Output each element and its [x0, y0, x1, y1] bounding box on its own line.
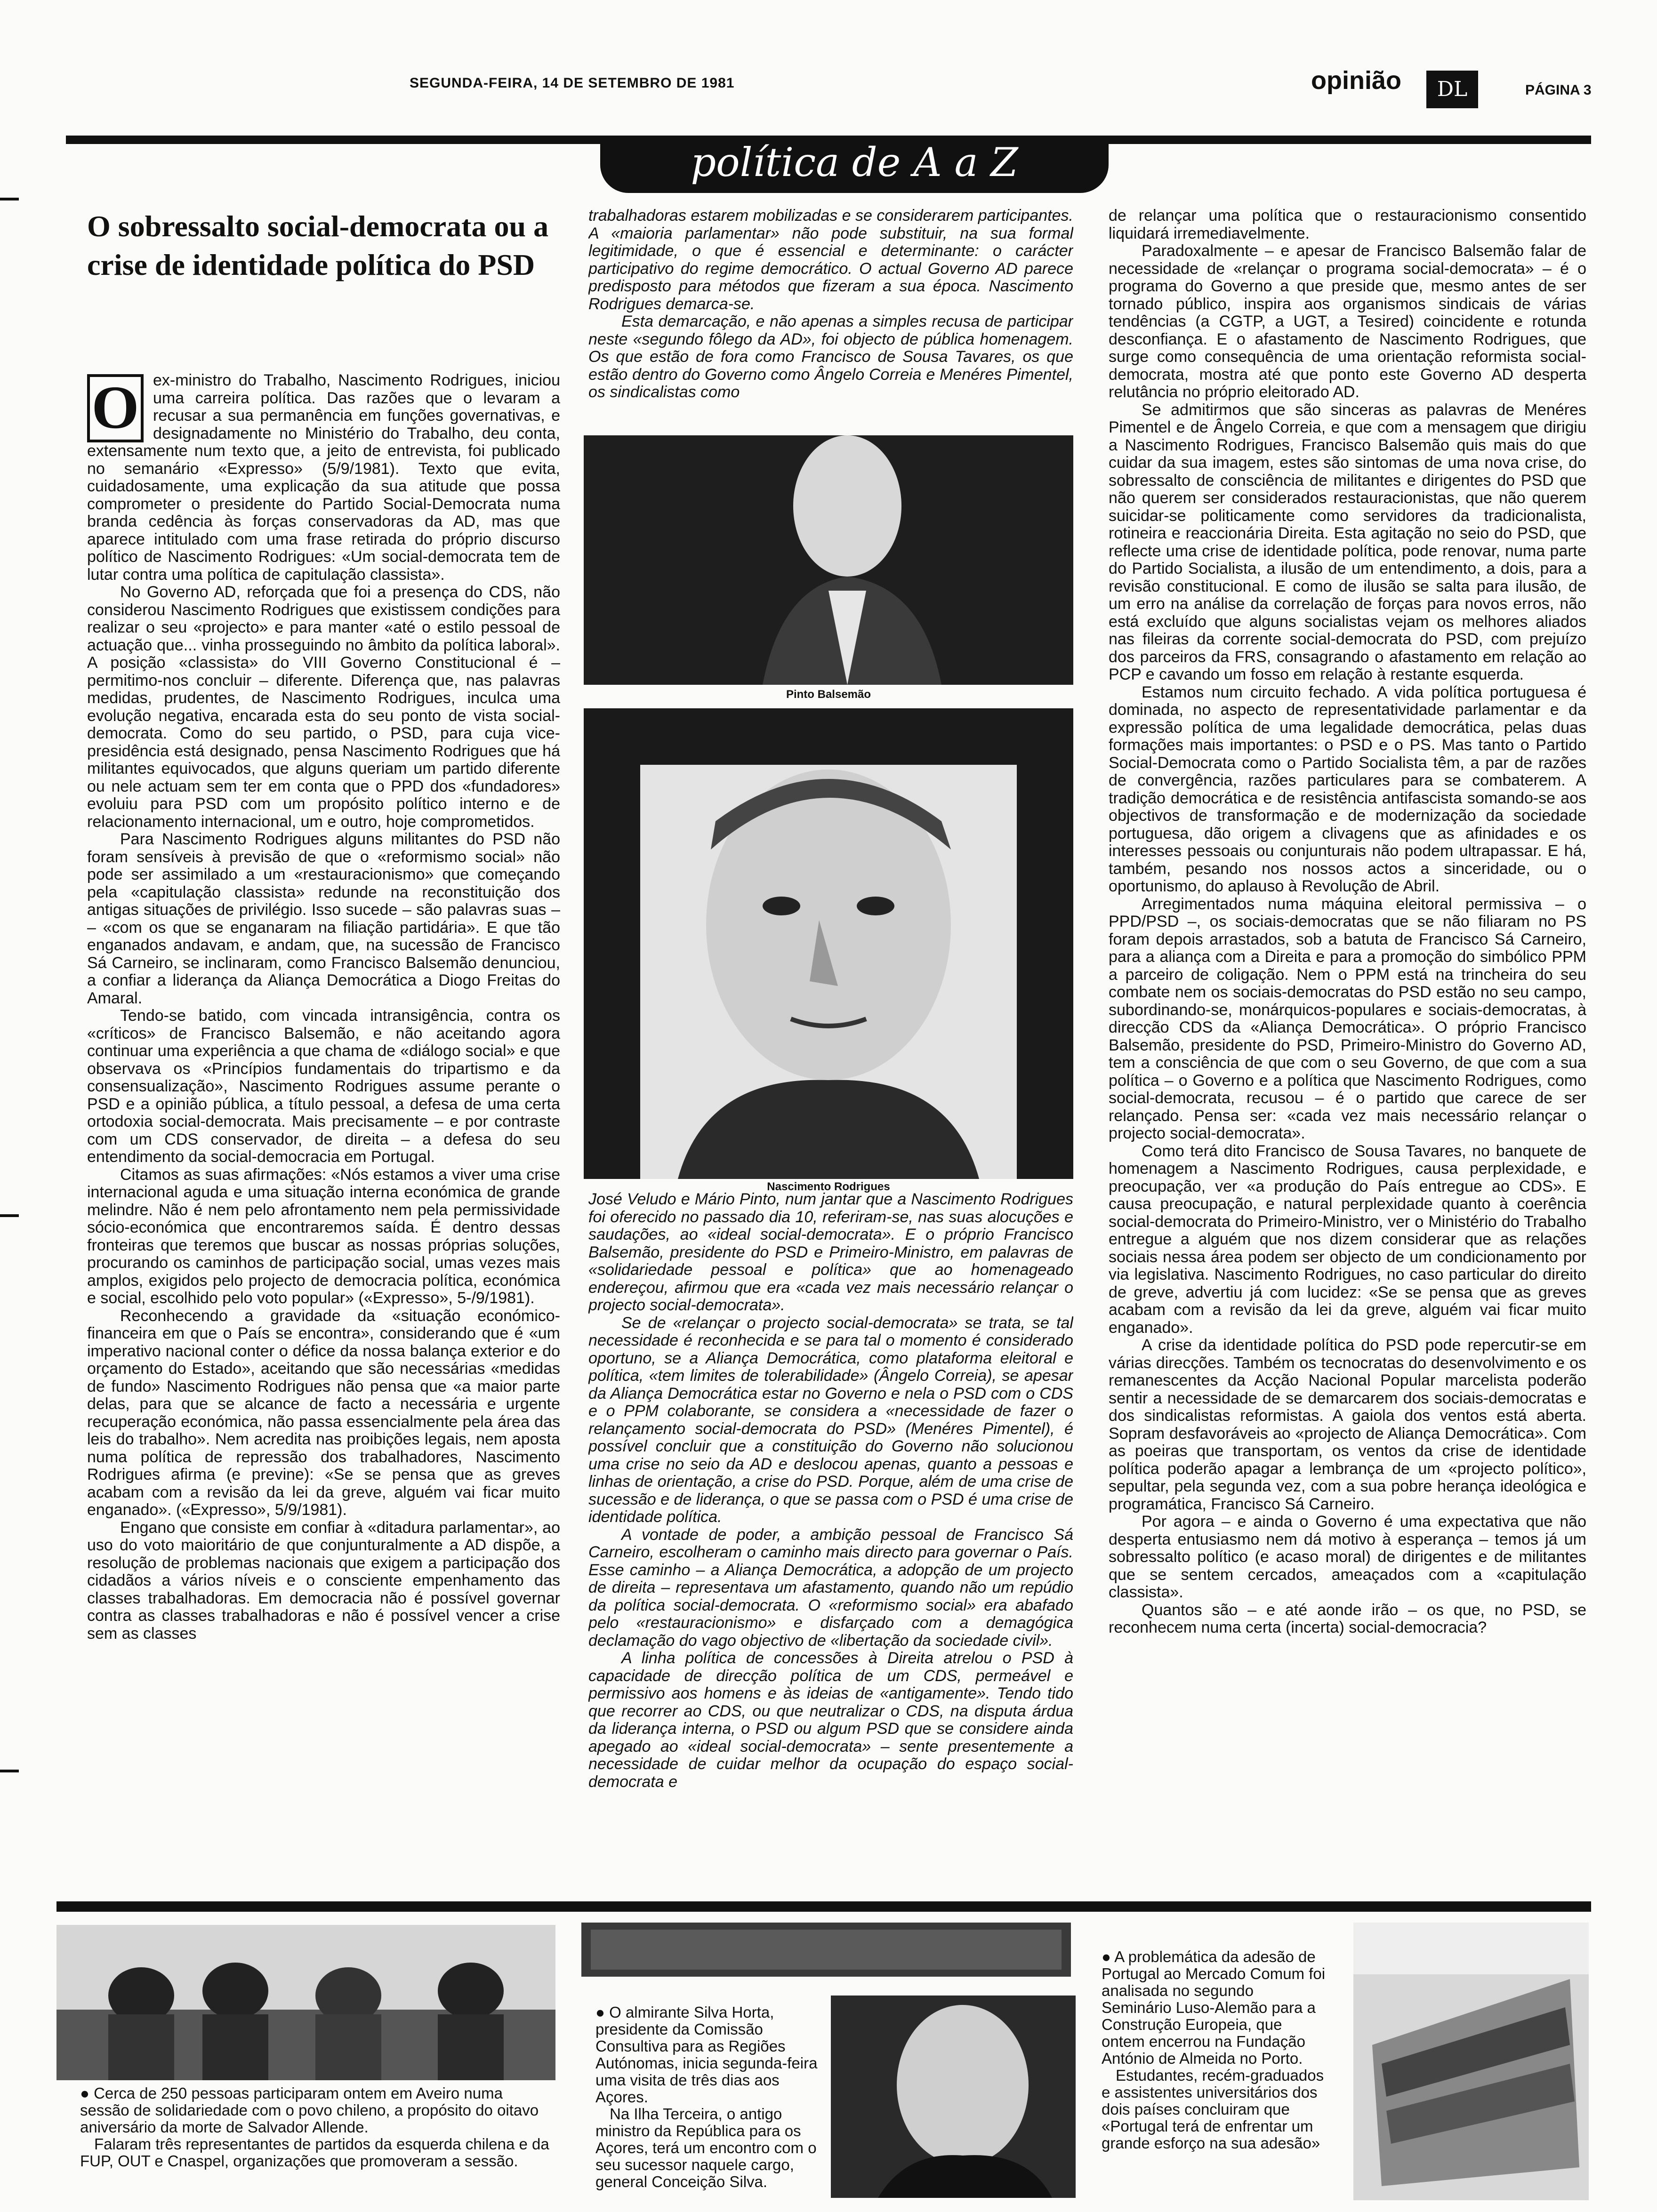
paragraph: A crise da identidade política do PSD pode repercutir-se em várias direcções. Também os tecnocratas do desenvolvimento e os remanescentes da Acção Nacional Popular marcelista poderão sentir a necessidade de se demarcarem dos sociais-democratas e dos sindicalistas reformistas. A gaiola dos ventos está aberta. Sopram desfavoráveis ao «projecto de Aliança Democrática». Com as poeiras que transportam, os ventos da crise de identidade política poderão apagar a lembrança de um «projecto político», sepultar, pela segunda vez, com a sua pobre herança ideológica e programática, Francisco Sá Carneiro. — [1109, 1336, 1586, 1513]
paragraph: Esta demarcação, e não apenas a simples recusa de participar neste «segundo fôlego da AD», foi objecto de pública homenagem. Os que estão de fora como Francisco de Sousa Tavares, os que estão dentro do Governo como Ângelo Correia e Menéres Pimentel, os sindicalistas como — [588, 313, 1073, 401]
header-date: SEGUNDA-FEIRA, 14 DE SETEMBRO DE 1981 — [410, 75, 735, 91]
brief-banner — [581, 1923, 1071, 1977]
news-brief-mercado-comum — [1102, 1948, 1327, 2152]
paragraph: Estamos num circuito fechado. A vida política portuguesa é dominada, no aspecto de representatividade parlamentar e da expressão política de uma legalidade democrática, pelas duas formações mais importantes: o PSD e o PS. Mas tanto o Partido Social-Democrata como o Partido Socialista têm, a par de razões de convergência, razões particulares para se combaterem. A tradição democrática e de resistência antifascista somando-se aos objectivos de transformação e de modernização da sociedade portuguesa, dão origem a clivagens que as afinidades e os interesses pessoais ou conjunturais não podem ultrapassar. E há, também, pesando nos nossos actos a sinceridade, ou o oportunismo, do aplauso à Revolução de Abril. — [1109, 683, 1586, 895]
section-title: opinião — [1311, 66, 1401, 95]
brief-paragraph: Estudantes, recém-graduados e assistentes universitários dos dois países concluiram que «Portugal terá de enfrentar um grande esforço na sua adesão» — [1102, 2067, 1324, 2152]
article-column-2-bottom — [588, 1191, 1073, 1892]
paragraph: Citamos as suas afirmações: «Nós estamos a viver uma crise internacional aguda e uma situação interna económica de grande melindre. Não é nem pelo afrontamento nem pela permissividade sócio-económica que encontraremos saída. É dentro dessas fronteiras que teremos que buscar as nossas próprias soluções, procurando os caminhos de participação social, umas vezes mais amplos, exigidos pelo projecto de democracia política, económica e social, escolhido pelo voto popular» («Expresso», 5-/9/1981). — [87, 1165, 560, 1307]
brief-paragraph: Na Ilha Terceira, o antigo ministro da República para os Açores, terá um encontro com o seu sucessor naquele cargo, general Conceição Silva. — [595, 2105, 817, 2190]
article-headline: O sobressalto social-democrata ou a crise de identidade política do PSD — [87, 209, 549, 281]
paragraph: José Veludo e Mário Pinto, num jantar que a Nascimento Rodrigues foi oferecido no passado dia 10, referiram-se, nas suas alocuções e saudações, ao «ideal social-democrata». E o próprio Francisco Balsemão, presidente do PSD e Primeiro-Ministro, em palavras de «solidariedade pessoal e política» que ao homenageado endereçou, afirmou que era «cada vez mais necessário relançar o projecto social-democrata». — [588, 1191, 1073, 1314]
paragraph: Como terá dito Francisco de Sousa Tavares, no banquete de homenagem a Nascimento Rodrigues, causa perplexidade, e preocupação, ver «a produção do País entregue ao CDS». E causa preocupação, e natural perplexidade quanto à coerência social-democrata do Primeiro-Ministro, ver o Ministério do Trabalho entregue a alguém que nos dizem considerar que as relações sociais nessa área podem ser objecto de um condicionamento por via legislativa. Nascimento Rodrigues, no caso particular do direito de greve, advertiu já com lucidez: «Se se pensa que as greves acabam com a revisão da lei da greve, alguém vai ficar muito enganado». — [1109, 1142, 1586, 1337]
paragraph: Por agora – e ainda o Governo é uma expectativa que não desperta entusiasmo nem dá motivo à esperança – temos já um sobressalto político (e acaso moral) de dirigentes e de militantes que se sentem cercados, ameaçados com a «capitulação classista». — [1109, 1513, 1586, 1601]
paragraph: Quantos são – e até aonde irão – os que, no PSD, se reconhecem numa certa (incerta) social-democracia? — [1109, 1601, 1586, 1636]
paragraph: No Governo AD, reforçada que foi a presença do CDS, não considerou Nascimento Rodrigues que existissem condições para realizar o seu «projecto» e para manter «até o estilo pessoal de actuação que... vinha prosseguindo no âmbito da política laboral». A posição «classista» do VIII Governo Constitucional é – permitimo-nos concluir – diferente. Diferença que, nas palavras medidas, prudentes, de Nascimento Rodrigues, inculca uma evolução negativa, encarada esta do seu ponto de vista social-democrata. Como do seu partido, o PSD, para cuja vice-presidência está designado, pensa Nascimento Rodrigues que há militantes equivocados, que alguns queriam um partido diferente ou nele actuam sem ter em conta que o PPD dos «fundadores» evoluiu para PSD com um propósito político interno e de relacionamento internacional, um e outro, hoje comprometidos. — [87, 583, 560, 831]
newspaper-logo-icon: DL — [1426, 71, 1478, 108]
news-brief-aveiro — [80, 2085, 555, 2170]
brief-paragraph: Falaram três representantes de partidos da esquerda chilena e da FUP, OUT e Cnaspel, organizações que promoveram a sessão. — [80, 2135, 549, 2170]
paragraph: Para Nascimento Rodrigues alguns militantes do PSD não foram sensíveis à previsão de que o «reformismo social» não pode ser assimilado a um «restauracionismo» que começando pela «capitulação classista» redunde na reconstituição dos antigas situações de privilégio. Isso sucede – são palavras suas – – «com os que se enganaram na filiação partidária». E que tão enganados andavam, e andam, que, na sucessão de Francisco Sá Carneiro, se inclinaram, como Francisco Balsemão denunciou, a confiar a liderança da Aliança Democrática a Diogo Freitas do Amaral. — [87, 830, 560, 1007]
column-banner: política de A a Z — [600, 136, 1109, 193]
bottom-rule — [56, 1901, 1591, 1912]
paragraph: Engano que consiste em confiar à «ditadura parlamentar», ao uso do voto maioritário de que conjunturalmente a AD dispõe, a resolução de problemas nacionais que exigem a participação dos cidadãos a vários níveis e o consciente empenhamento das classes trabalhadoras. Em democracia não é possível governar contra as classes trabalhadoras e não é possível vencer a crise sem as classes — [87, 1518, 560, 1643]
dropcap: O — [87, 374, 144, 442]
photo-fundacao-building — [1353, 1923, 1589, 2200]
photo-caption: Nascimento Rodrigues — [767, 1180, 890, 1193]
brief-paragraph: ● A problemática da adesão de Portugal ao Mercado Comum foi analisada no segundo Seminário Luso-Alemão para a Construção Europeia, que ontem encerrou na Fundação António de Almeida no Porto. — [1102, 1948, 1326, 2067]
photo-silva-horta — [831, 1996, 1076, 2198]
news-brief-silva-horta — [595, 2004, 821, 2190]
photo-aveiro-session — [56, 1925, 555, 2080]
photo-pinto-balsemao — [584, 435, 1073, 685]
paragraph: ex-ministro do Trabalho, Nascimento Rodrigues, iniciou uma carreira política. Das razões que o levaram a recusar a sua permanência em funções governativas, e designadamente no Ministério do Trabalho, deu conta, extensamente num texto que, a jeito de entrevista, foi publicado no semanário «Expresso» (5/9/1981). Texto que evita, cuidadosamente, uma explicação da sua atitude que possa comprometer o presidente do Partido Social-Democrata numa branda cedência às forças conservadoras da AD, mas que aparece intitulado com uma frase retirada do próprio discurso político de Nascimento Rodrigues: «Um social-democrata tem de lutar contra uma política de capitulação classista». — [87, 372, 560, 584]
margin-mark — [0, 198, 19, 200]
paragraph: Paradoxalmente – e apesar de Francisco Balsemão falar de necessidade de «relançar o programa social-democrata» – é o programa do Governo a que preside que, mesmo antes de ser tornado público, inspira aos organismos sindicais de várias tendências (a CGTP, a UGT, a Tesired) coincidente e rotunda desconfiança. E o afastamento de Nascimento Rodrigues, que surge como consequência de uma orientação reformista social-democrata, mostra até que ponto este Governo AD desperta relutância no próprio eleitorado AD. — [1109, 242, 1586, 401]
brief-paragraph: ● O almirante Silva Horta, presidente da Comissão Consultiva para as Regiões Autónomas, inicia segunda-feira uma visita de três dias aos Açores. — [595, 2004, 818, 2106]
photo-caption: Pinto Balsemão — [786, 688, 871, 701]
article-column-3 — [1109, 207, 1586, 1892]
paragraph: A vontade de poder, a ambição pessoal de Francisco Sá Carneiro, escolheram o caminho mais directo para governar o País. Esse caminho – a Aliança Democrática, a adopção de um projecto de direita – representava um afastamento, quando não um repúdio da política social-democrata. O «reformismo social» era abafado pelo «restauracionismo» e disfarçado com a demagógica declamação do vago objectivo de «libertação da sociedade civil». — [588, 1525, 1073, 1650]
paragraph: Tendo-se batido, com vincada intransigência, contra os «críticos» de Francisco Balsemão, e não aceitando agora continuar uma experiência a que chama de «diálogo social» e que observava os «Princípios fundamentais do tripartismo e da consensualização», Nascimento Rodrigues assume perante o PSD e a opinião pública, a título pessoal, a defesa de uma certa ortodoxia social-democrata. Mais precisamente – e por contraste com um CDS conservador, de direita – a defesa do seu entendimento da social-democracia em Portugal. — [87, 1007, 560, 1166]
paragraph: Arregimentados numa máquina eleitoral permissiva – o PPD/PSD –, os sociais-democratas que se não filiaram no PS foram depois arrastados, sob a batuta de Francisco Sá Carneiro, para a aliança com a Direita e para a promoção do simbólico PPM a parceiro de coligação. Nem o PPM está na trincheira do seu combate nem os sociais-democratas do PSD estão no seu campo, subordinando-se, monárquicos-populares e sociais-democratas, à direcção CDS da «Aliança Democrática». O próprio Francisco Balsemão, presidente do PSD, Primeiro-Ministro do Governo AD, tem a consciência de que com o seu Governo, de que com a sua política – o Governo e a política que Nascimento Rodrigues, como social-democrata, recusou – é o partido que carece de ser relançado. Pensa ser: «cada vez mais necessário relançar o projecto social-democrata». — [1109, 895, 1586, 1142]
paragraph: Reconhecendo a gravidade da «situação económico-financeira em que o País se encontra», considerando que é «um imperativo nacional conter o défice da nossa balança exterior e do orçamento do Estado», aceitando que são necessárias «medidas de fundo» Nascimento Rodrigues não pensa que «a maior parte delas, para que se alcance de facto a necessária e urgente recuperação económica, não passa essencialmente pela área das leis do trabalho». Nem acredita nas proibições legais, nem aposta numa política de repressão dos trabalhadores, Nascimento Rodrigues afirma (e previne): «Se se pensa que as greves acabam com a revisão da lei da greve, alguém vai ficar muito enganado». («Expresso», 5/9/1981). — [87, 1306, 560, 1519]
paragraph: trabalhadoras estarem mobilizadas e se considerarem participantes. A «maioria parlamentar» não pode substituir, na sua formal legitimidade, o que é essencial e determinante: o carácter participativo do regime democrático. O actual Governo AD parece predisposto para métodos que fizeram a sua época. Nascimento Rodrigues demarca-se. — [588, 207, 1073, 313]
article-column-1 — [87, 372, 560, 1892]
photo-nascimento-rodrigues — [584, 708, 1073, 1179]
paragraph: Se admitirmos que são sinceras as palavras de Menéres Pimentel e de Ângelo Correia, e que com a mensagem que dirigiu a Nascimento Rodrigues, Francisco Balsemão quis mais do que cuidar da sua imagem, estes são sintomas de uma nova crise, do sobressalto de consciência de militantes e dirigentes do PSD que não querem ser considerados restauracionistas, que não querem suicidar-se politicamente como servidores da tradicionalista, rotineira e reaccionária Direita. Esta agitação no seio do PSD, que reflecte uma crise de identidade política, pode renovar, numa parte do Partido Socialista, a ilusão de um entendimento, a dois, para a revisão constitucional. E como de ilusão se salta para ilusão, de um erro na análise da correlação de forças para novos erros, não está excluído que alguns socialistas vejam os melhores aliados nas fileiras da corrente social-democrata do PSD, com prejuízo dos parceiros da FRS, consagrando o afastamento em relação ao PCP e cavando um fosso em relação à restante esquerda. — [1109, 401, 1586, 683]
brief-paragraph: ● Cerca de 250 pessoas participaram ontem em Aveiro numa sessão de solidariedade com o povo chileno, a propósito do oitavo aniversário da morte de Salvador Allende. — [80, 2084, 539, 2136]
margin-mark — [0, 1214, 19, 1217]
paragraph: Se de «relançar o projecto social-democrata» se trata, se tal necessidade é reconhecida e se para tal o momento é considerado oportuno, se a Aliança Democrática, como plataforma eleitoral e política, «tem limites de tolerabilidade» (Ângelo Correia), se apesar da Aliança Democrática estar no Governo e nela o PSD com o CDS e o PPM colaborante, se considera a «necessidade de fazer o relançamento social-democrata do PSD» (Menéres Pimentel), é possível concluir que a constituição do Governo não solucionou uma crise no seio da AD e deslocou apenas, quanto a pessoas e linhas de orientação, a crise do PSD. Porque, além de uma crise de sucessão e de liderança, o que se passa com o PSD é uma crise de identidade política. — [588, 1314, 1073, 1526]
margin-mark — [0, 1770, 19, 1772]
paragraph: A linha política de concessões à Direita atrelou o PSD à capacidade de direcção política de um CDS, permeável e permissivo aos homens e às ideias de «antigamente». Tendo tido que recorrer ao CDS, ou que neutralizar o CDS, na disputa árdua da liderança interna, o PSD ou algum PSD que se considere ainda apegado ao «ideal social-democrata» – sente presentemente a necessidade de cuidar melhor da ocupação do espaço social-democrata e — [588, 1649, 1073, 1791]
page-number: PÁGINA 3 — [1525, 82, 1592, 98]
paragraph: de relançar uma política que o restauracionismo consentido liquidará irremediavelmente. — [1109, 207, 1586, 242]
article-column-2-top — [588, 207, 1073, 464]
